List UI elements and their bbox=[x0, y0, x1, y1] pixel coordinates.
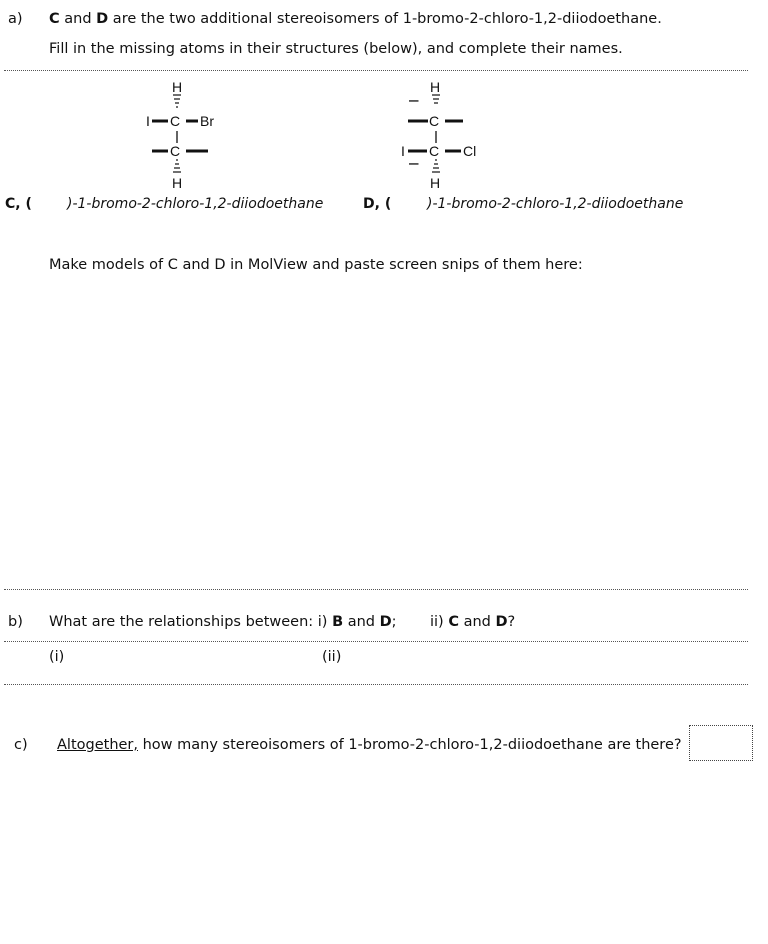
part-a-label: a) bbox=[8, 11, 23, 27]
name-d-prefix bbox=[363, 196, 391, 212]
c-top-h: H bbox=[172, 79, 183, 95]
isomer-b-ref: B bbox=[332, 614, 344, 630]
question-mark: ? bbox=[507, 614, 516, 630]
d-top-carbon: C bbox=[429, 113, 440, 129]
c-bottom-carbon: C bbox=[170, 143, 181, 159]
answer-i-label[interactable]: (i) bbox=[49, 649, 65, 665]
divider bbox=[4, 684, 748, 685]
part-c-question-text: how many stereoisomers of 1-bromo-2-chloro-1,2-diiodoethane are there? bbox=[138, 737, 682, 753]
isomer-c-ref: C bbox=[448, 614, 459, 630]
d-bottom-left-i: I bbox=[401, 143, 405, 159]
c-top-carbon: C bbox=[170, 113, 181, 129]
models-prompt: Make models of C and D in MolView and paste screen snips of them here: bbox=[49, 257, 583, 273]
name-c-suffix: )-1-bromo-2-chloro-1,2-diiodoethane bbox=[67, 196, 324, 212]
part-a-line-1-rest: are the two additional stereoisomers of 1-bromo-2-chloro-1,2-diiodoethane. bbox=[108, 11, 662, 27]
isomer-d-ref: D bbox=[495, 614, 508, 630]
isomer-c-ref: C bbox=[49, 11, 60, 27]
structure-d-bonds bbox=[405, 95, 463, 172]
divider bbox=[4, 641, 748, 642]
and-text: and bbox=[343, 614, 380, 630]
part-b-question-2 bbox=[430, 614, 515, 630]
divider bbox=[4, 589, 748, 590]
c-top-left-i: I bbox=[146, 113, 150, 129]
part-a-line-2: Fill in the missing atoms in their structures (below), and complete their names. bbox=[49, 41, 623, 57]
paste-area[interactable] bbox=[40, 285, 740, 580]
name-c-prefix bbox=[5, 196, 32, 212]
semicolon: ; bbox=[391, 614, 397, 630]
answer-ii-label[interactable]: (ii) bbox=[322, 649, 342, 665]
name-c-prefix-text: C, ( bbox=[5, 196, 32, 212]
c-bottom-h: H bbox=[172, 175, 183, 191]
part-c-underlined: Altogether, bbox=[57, 737, 138, 753]
d-bottom-h: H bbox=[430, 175, 441, 191]
part-c-label: c) bbox=[14, 737, 28, 753]
and-text: and bbox=[458, 614, 496, 630]
part-b-ii-prefix: ii) bbox=[430, 614, 449, 630]
part-b-label: b) bbox=[8, 614, 23, 630]
answer-box[interactable] bbox=[689, 725, 753, 761]
part-c-question bbox=[57, 737, 682, 753]
d-bottom-carbon: C bbox=[429, 143, 440, 159]
isomer-d-ref: D bbox=[379, 614, 392, 630]
part-b-question-text: What are the relationships between: i) bbox=[49, 614, 333, 630]
part-b-question-1 bbox=[49, 614, 397, 630]
structure-c-bonds bbox=[152, 95, 208, 172]
name-d-prefix-text: D, ( bbox=[363, 196, 392, 212]
c-top-right-br: Br bbox=[200, 113, 214, 129]
d-vertical-i-2: I bbox=[405, 162, 422, 166]
isomer-d-ref: D bbox=[96, 11, 109, 27]
d-top-h: H bbox=[430, 79, 441, 95]
d-bottom-right-cl: Cl bbox=[463, 143, 477, 159]
name-d-suffix: )-1-bromo-2-chloro-1,2-diiodoethane bbox=[427, 196, 684, 212]
d-vertical-i-1: I bbox=[405, 99, 422, 103]
and-text: and bbox=[59, 11, 97, 27]
